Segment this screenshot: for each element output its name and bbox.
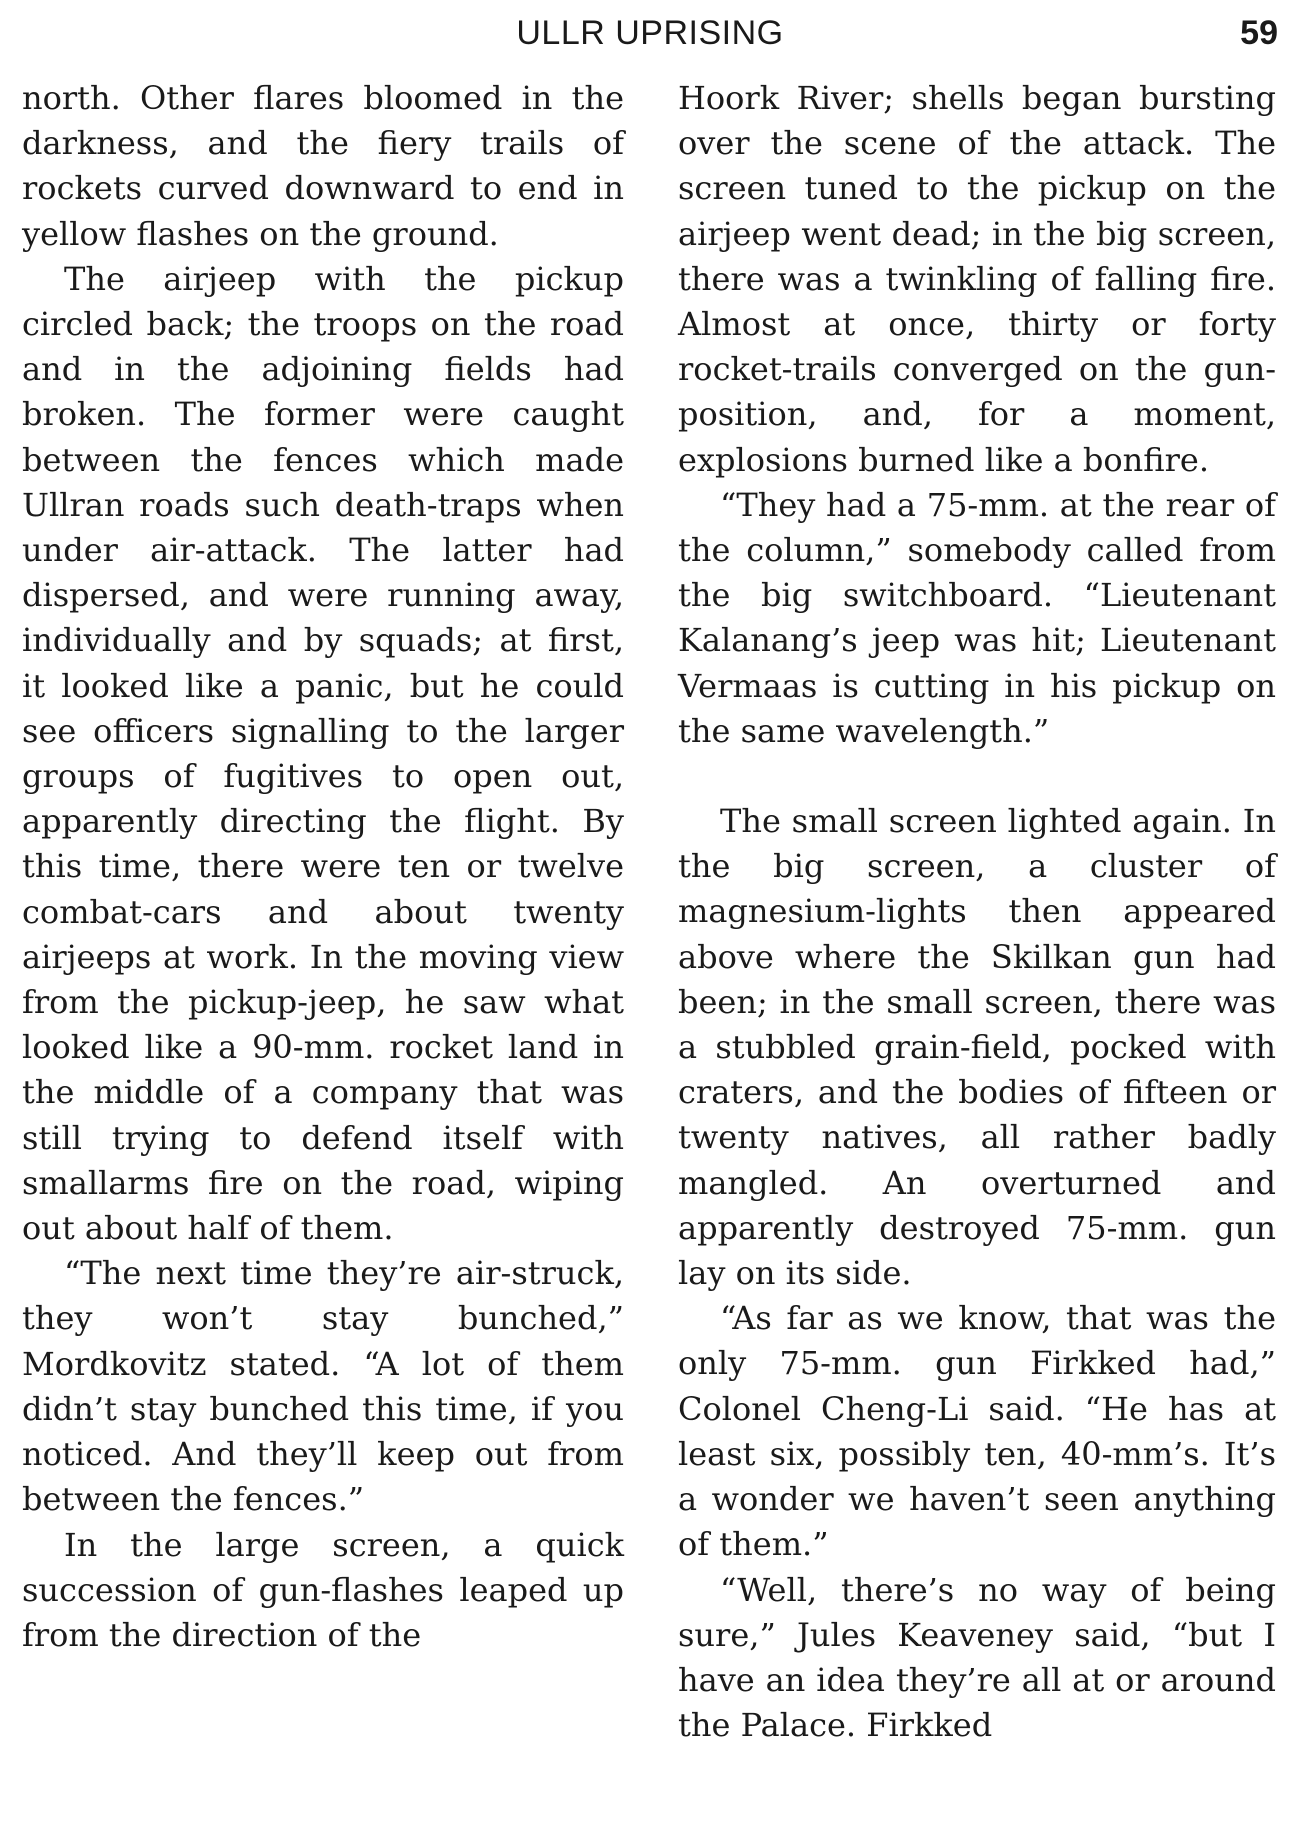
left-column [22,76,624,1658]
paragraph: north. Other flares bloomed in the darkness, and the fiery trails of rockets curved downward to end in yellow flashes on the ground. [22,79,624,253]
paragraph: “Well, there’s no way of being sure,” Jules Keaveney said, “but I have an idea they’re all at or around the Palace. Firkked [678,1570,1276,1745]
paragraph: “They had a 75-mm. at the rear of the column,” somebody called from the big switchboard. “Lieutenant Kalanang’s jeep was hit; Lieutenant Vermaas is cutting in his pickup on the same wavelength.” [678,485,1276,750]
paragraph: The small screen lighted again. In the big screen, a cluster of magnesium-lights then appeared above where the Skilkan gun had been; in the small screen, there was a stubbled grain-field, pocked with craters, and the bodies of fifteen or twenty natives, all rather badly mangled. An overturned and apparently destroyed 75-mm. gun lay on its side. [678,802,1276,1293]
paragraph: “As far as we know, that was the only 75-mm. gun Firkked had,” Colonel Cheng-Li said. “He has at least six, possibly ten, 40-mm’s. It’s a wonder we haven’t seen anything of them.” [678,1299,1276,1564]
paragraph: Hoork River; shells began bursting over the scene of the attack. The screen tuned to the pickup on the airjeep went dead; in the big screen, there was a twinkling of falling fire. Almost at once, thirty or forty rocket-trails converged on the gun-position, and, for a moment, explosions burned like a bonfire. [678,79,1276,479]
paragraph: “The next time they’re air-struck, they won’t stay bunched,” Mordkovitz stated. “A lot of them didn’t stay bunched this time, if you noticed. And they’ll keep out from between the fences.” [22,1254,624,1519]
right-column [678,76,1276,1748]
page-number: 59 [1240,14,1278,52]
paragraph: In the large screen, a quick succession of gun-flashes leaped up from the direction of the [22,1525,624,1654]
paragraph: The airjeep with the pickup circled back; the troops on the road and in the adjoining fields had broken. The former were caught between the fences which made Ullran roads such death-traps when under air-attack. The latter had dispersed, and were running away, individually and by squads; at first, it looked like a panic, but he could see officers signalling to the larger groups of fugitives to open out, apparently directing the flight. By this time, there were ten or twelve combat-cars and about twenty airjeeps at work. In the moving view from the pickup-jeep, he saw what looked like a 90-mm. rocket land in the middle of a company that was still trying to defend itself with smallarms fire on the road, wiping out about half of them. [22,259,624,1248]
running-head [0,10,1300,60]
running-title: ULLR UPRISING [516,14,784,52]
